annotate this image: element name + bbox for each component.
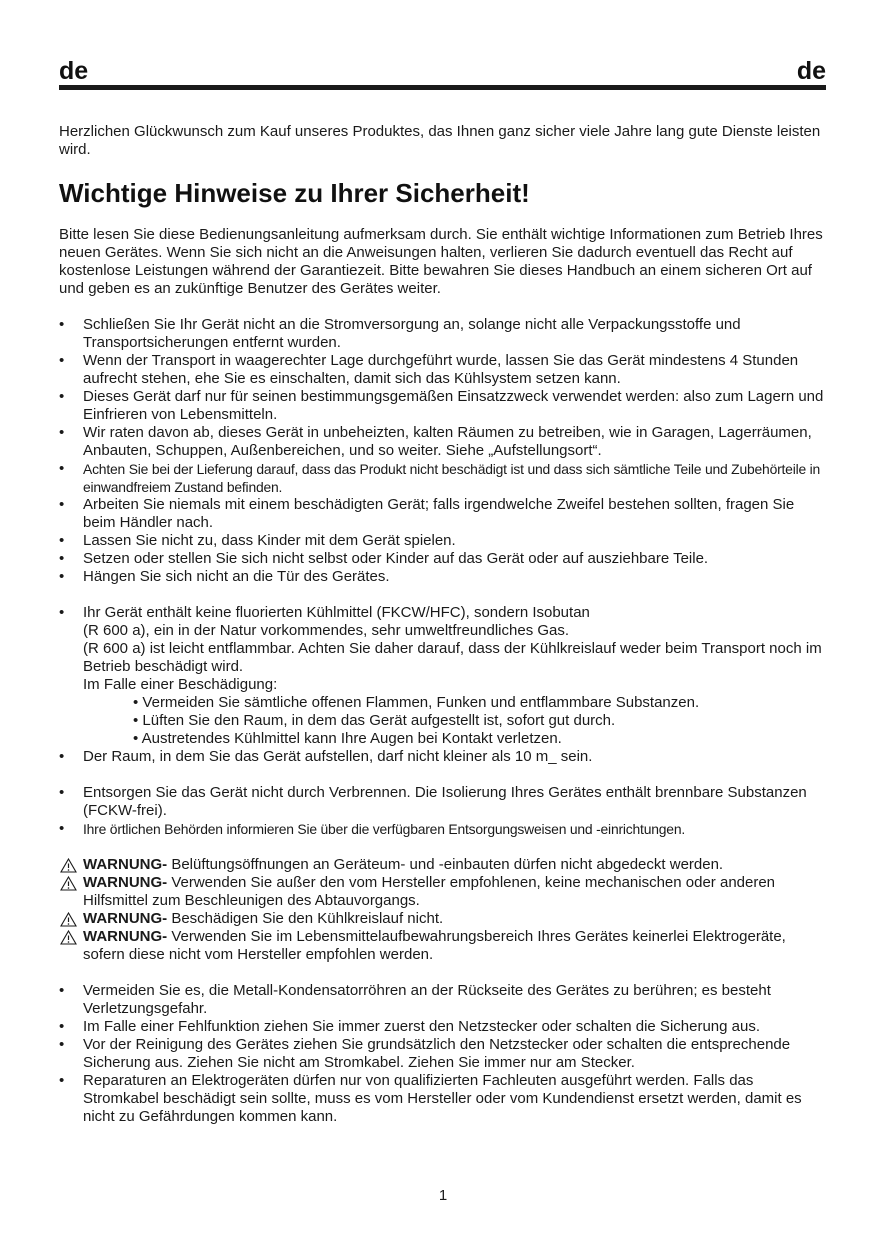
warning-triangle-icon — [60, 858, 77, 873]
handling-list — [59, 982, 827, 1126]
list-item: • Dieses Gerät darf nur für seinen bestimmungsgemäßen Einsatzzweck verwendet werden: also zum Lagern und Einfrieren von Lebensmitteln. — [59, 388, 827, 424]
list-item: • Vermeiden Sie es, die Metall-Kondensatorröhren an der Rückseite des Gerätes zu berühren; es besteht Verletzungsgefahr. — [59, 982, 827, 1018]
list-item: • Wenn der Transport in waagerechter Lage durchgeführt wurde, lassen Sie das Gerät mindestens 4 Stunden aufrecht stehen, ehe Sie es einschalten, damit sich das Kühlsystem setzen kann. — [59, 352, 827, 388]
language-code-right: de — [796, 57, 826, 85]
warning-item — [59, 874, 827, 910]
list-item: • Ihre örtlichen Behörden informieren Sie über die verfügbaren Entsorgungsweisen und -einrichtungen. — [59, 820, 827, 838]
list-item: • Hängen Sie sich nicht an die Tür des Gerätes. — [59, 568, 827, 586]
refrigerant-line: (R 600 a) ist leicht entflammbar. Achten Sie daher darauf, dass der Kühlkreislauf weder beim Transport noch im Betrieb beschädigt wird. — [83, 640, 822, 675]
refrigerant-line: • Ihr Gerät enthält keine fluorierten Kühlmittel (FKCW/HFC), sondern Isobutan — [83, 604, 590, 621]
damage-instruction: • Vermeiden Sie sämtliche offenen Flammen, Funken und entflammbare Substanzen. — [133, 694, 700, 711]
header-rule — [59, 85, 826, 90]
warning-label: WARNUNG- — [83, 856, 168, 873]
page-header — [59, 56, 826, 86]
warning-text: Beschädigen Sie den Kühlkreislauf nicht. — [167, 910, 444, 927]
warning-item — [59, 910, 827, 928]
damage-instruction: • Austretendes Kühlmittel kann Ihre Augen bei Kontakt verletzen. — [133, 730, 562, 747]
page-number: 1 — [438, 1187, 448, 1204]
lead-paragraph: Bitte lesen Sie diese Bedienungsanleitung aufmerksam durch. Sie enthält wichtige Informationen zum Betrieb Ihres neuen Gerätes. Wenn Sie sich nicht an die Anweisungen halten, verlieren Sie dadurch eventuell das Recht auf kostenlose Leistungen während der Garantiezeit. Bitte bewahren Sie dieses Handbuch an einem sicheren Ort auf und geben es an zukünftige Benutzer des Gerätes weiter. — [59, 226, 823, 297]
warning-text: Verwenden Sie außer den vom Hersteller empfohlenen, keine mechanischen oder anderen Hilfsmittel zum Beschleunigen des Abtauvorgangs. — [83, 874, 776, 909]
warning-label: WARNUNG- — [83, 910, 168, 927]
list-item: • Entsorgen Sie das Gerät nicht durch Verbrennen. Die Isolierung Ihres Gerätes enthält brennbare Substanzen (FCKW-frei). — [59, 784, 827, 820]
damage-instruction: • Lüften Sie den Raum, in dem das Gerät aufgestellt ist, sofort gut durch. — [133, 712, 616, 729]
list-item: • Achten Sie bei der Lieferung darauf, dass das Produkt nicht beschädigt ist und dass sich sämtliche Teile und Zubehörteile in einwandfreiem Zustand befinden. — [59, 460, 827, 496]
disposal-list — [59, 784, 827, 838]
list-item: • Reparaturen an Elektrogeräten dürfen nur von qualifizierten Fachleuten ausgeführt werden. Falls das Stromkabel beschädigt sein sollte, muss es vom Hersteller oder vom Kundendienst ersetzt werden, damit es nicht zu Gefährdungen kommen kann. — [59, 1072, 827, 1126]
list-item: • Setzen oder stellen Sie sich nicht selbst oder Kinder auf das Gerät oder auf ausziehbare Teile. — [59, 550, 827, 568]
warning-label: WARNUNG- — [83, 874, 168, 891]
refrigerant-line: (R 600 a), ein in der Natur vorkommendes, sehr umweltfreundliches Gas. — [83, 622, 570, 639]
intro-paragraph: Herzlichen Glückwunsch zum Kauf unseres Produktes, das Ihnen ganz sicher viele Jahre lang gute Dienste leisten wird. — [59, 123, 821, 158]
list-item: • Arbeiten Sie niemals mit einem beschädigten Gerät; falls irgendwelche Zweifel bestehen sollten, fragen Sie beim Händler nach. — [59, 496, 827, 532]
list-item: • Vor der Reinigung des Gerätes ziehen Sie grundsätzlich den Netzstecker oder schalten die entsprechende Sicherung aus. Ziehen Sie nicht am Stromkabel. Ziehen Sie immer nur am Stecker. — [59, 1036, 827, 1072]
warning-item — [59, 856, 827, 874]
list-item: • Lassen Sie nicht zu, dass Kinder mit dem Gerät spielen. — [59, 532, 827, 550]
warning-text: Belüftungsöffnungen an Geräteum- und -einbauten dürfen nicht abgedeckt werden. — [167, 856, 724, 873]
warning-triangle-icon — [60, 876, 77, 891]
list-item: • Der Raum, in dem Sie das Gerät aufstellen, darf nicht kleiner als 10 m_ sein. — [59, 748, 827, 766]
warning-triangle-icon — [60, 912, 77, 927]
refrigerant-item — [59, 604, 827, 748]
warning-text: Verwenden Sie im Lebensmittelaufbewahrungsbereich Ihres Gerätes keinerlei Elektrogeräte, sofern diese nicht vom Hersteller empfohlen werden. — [83, 928, 786, 963]
warning-list — [59, 856, 827, 964]
warning-label: WARNUNG- — [83, 928, 168, 945]
language-code-left: de — [59, 57, 89, 85]
refrigerant-list — [59, 604, 827, 766]
content — [59, 123, 827, 1126]
refrigerant-line: Im Falle einer Beschädigung: — [83, 676, 278, 693]
list-item: • Im Falle einer Fehlfunktion ziehen Sie immer zuerst den Netzstecker oder schalten die Sicherung aus. — [59, 1018, 827, 1036]
list-item: • Schließen Sie Ihr Gerät nicht an die Stromversorgung an, solange nicht alle Verpackungsstoffe und Transportsicherungen entfernt wurden. — [59, 316, 827, 352]
section-title: Wichtige Hinweise zu Ihrer Sicherheit! — [59, 178, 530, 208]
warning-item — [59, 928, 827, 964]
list-item: • Wir raten davon ab, dieses Gerät in unbeheizten, kalten Räumen zu betreiben, wie in Garagen, Lagerräumen, Anbauten, Schuppen, Außenbereichen, und so weiter. Siehe „Aufstellungsort“. — [59, 424, 827, 460]
safety-list — [59, 316, 827, 586]
warning-triangle-icon — [60, 930, 77, 945]
